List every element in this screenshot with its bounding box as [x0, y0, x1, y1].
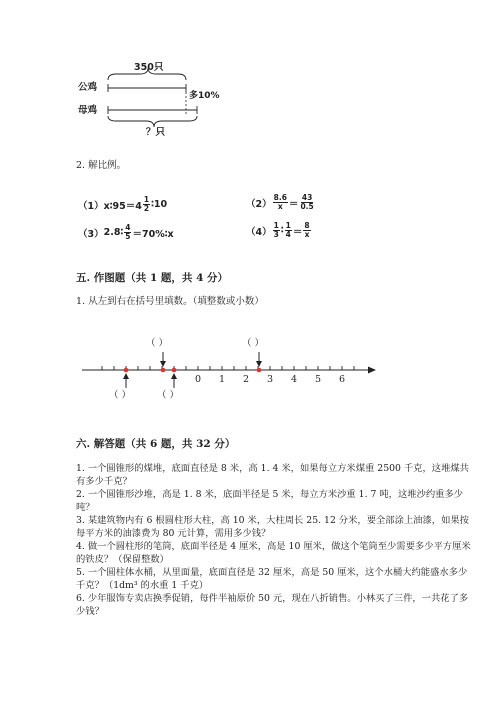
- tick-label-2: 2: [243, 374, 250, 385]
- bar-diagram-lines: [0, 0, 500, 150]
- eq4-number: （4）: [246, 226, 272, 238]
- eq3-number: （3）: [78, 228, 104, 240]
- eq1-fraction: $\frac{1}{2}$: [143, 195, 150, 213]
- eq3-fraction: $\frac{4}{5}$: [125, 223, 131, 241]
- question-5: 5. 一个圆柱体水桶，从里面量，底面直径是 32 厘米，高是 50 厘米，这个水桶大约能盛水多少千克？（1dm³ 的水重 1 千克）: [76, 567, 468, 591]
- eq2-rhs-fraction: $\frac{43}{0.5}$: [300, 193, 314, 211]
- eq4-equals: ＝: [292, 226, 303, 238]
- eq3-rhs: ＝70%∶x: [132, 228, 174, 240]
- bar-diagram: [0, 0, 500, 150]
- total-label: 350只: [134, 62, 164, 73]
- question-4: 4. 做一个圆柱形的笔筒，底面半径是 4 厘米，高是 10 厘米，做这个笔筒至少需要多少平方厘米的铁皮？（保留整数）: [76, 541, 471, 565]
- unknown-label: ？只: [146, 127, 166, 138]
- equation-2: [246, 194, 316, 211]
- extra-percent-label: 多10%: [189, 91, 220, 101]
- question-2: 2. 一个圆锥形沙堆，高是 1. 8 米，底面半径是 5 米，每立方米沙重 1. 7 吨，这堆沙约重多少吨？: [76, 489, 464, 513]
- blank-below-1: （ ）: [109, 390, 132, 401]
- equation-3: [78, 224, 174, 241]
- eq2-equals: ＝: [288, 198, 299, 210]
- tick-label-0: 0: [195, 374, 202, 385]
- tick-label-3: 3: [267, 374, 274, 385]
- question-6: 6. 少年服饰专卖店换季促销，每件半袖原价 50 元，现在八折销售。小林买了三件，一共花了多少钱？: [76, 593, 469, 617]
- eq1-lhs: x∶95＝4: [103, 200, 142, 212]
- eq4-fraction-b: $\frac{1}{4}$: [285, 221, 291, 239]
- ratio-section-title: 2. 解比例。: [76, 160, 127, 171]
- eq2-number: （2）: [246, 198, 272, 210]
- section-5-question-1: 1. 从左到右在括号里填数。（填整数或小数）: [76, 296, 264, 307]
- eq1-rhs: ∶10: [151, 199, 168, 210]
- eq1-number: （1）: [78, 200, 104, 212]
- number-line: [0, 330, 500, 410]
- eq2-lhs-fraction: $\frac{8.6}{x}$: [273, 193, 287, 211]
- tick-label-6: 6: [339, 374, 346, 385]
- question-1: 1. 一个圆锥形的煤堆，底面直径是 8 米，高 1. 4 米，如果每立方米煤重 2500 千克，这堆煤共有多少千克？: [76, 463, 469, 487]
- section-6-title: 六. 解答题（共 6 题，共 32 分）: [76, 438, 236, 450]
- eq4-fraction-a: $\frac{1}{3}$: [273, 221, 279, 239]
- blank-above-2: （ ）: [242, 338, 265, 349]
- blank-above-1: （ ）: [146, 338, 169, 349]
- hen-label: 母鸡: [78, 105, 98, 116]
- blank-below-2: （ ）: [157, 390, 180, 401]
- question-3: 3. 某建筑物内有 6 根圆柱形大柱，高 10 米，大柱周长 25. 12 分米，要全部涂上油漆，如果按每平方米的油漆费为 80 元计算，需用多少钱？: [76, 515, 469, 539]
- eq3-lhs: 2.8∶: [103, 227, 124, 238]
- tick-label-5: 5: [315, 374, 322, 385]
- section-5-title: 五. 作图题（共 1 题，共 4 分）: [76, 272, 229, 284]
- tick-label-1: 1: [219, 374, 226, 385]
- rooster-label: 公鸡: [78, 82, 98, 93]
- eq4-fraction-c: $\frac{8}{x}$: [304, 221, 310, 239]
- equation-4: [246, 222, 312, 239]
- tick-label-4: 4: [291, 374, 298, 385]
- equation-1: [78, 196, 167, 213]
- eq4-sep: ∶: [280, 225, 284, 236]
